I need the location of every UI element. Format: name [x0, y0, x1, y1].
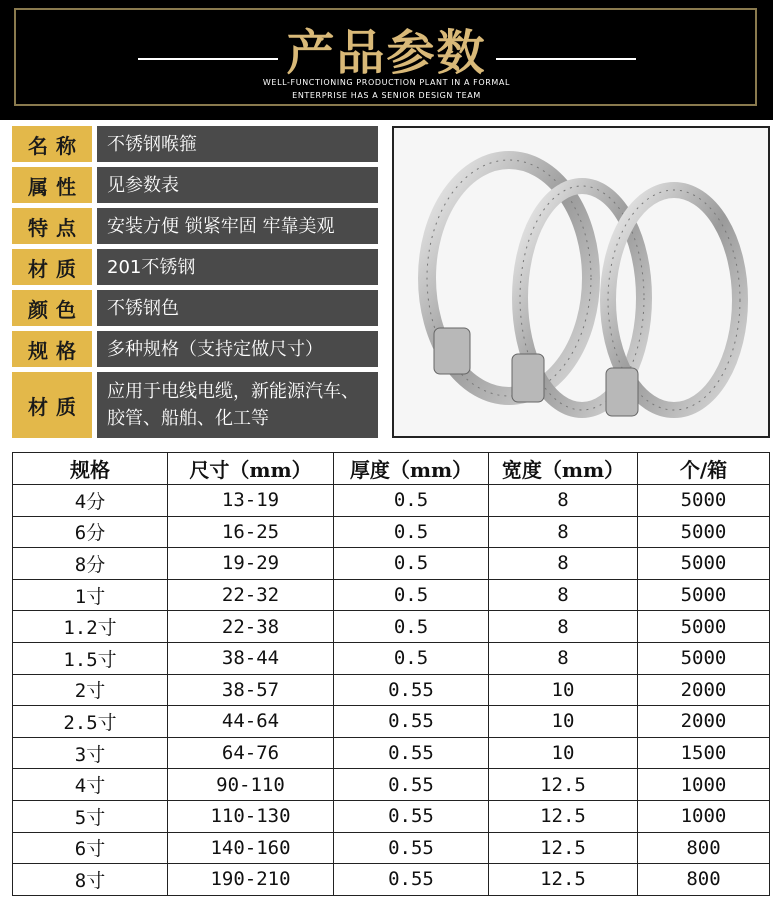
- header-banner: [0, 0, 773, 120]
- table-cell: 64-76: [168, 737, 334, 769]
- table-cell: 5000: [638, 611, 770, 643]
- table-row: [13, 485, 770, 517]
- table-cell: 2.5寸: [13, 706, 168, 738]
- table-cell: 2寸: [13, 674, 168, 706]
- table-cell: 0.5: [334, 642, 489, 674]
- table-cell: 8分: [13, 548, 168, 580]
- spec-row-features: [12, 208, 378, 244]
- table-cell: 0.5: [334, 516, 489, 548]
- spec-table: [12, 452, 770, 896]
- table-cell: 5000: [638, 579, 770, 611]
- table-cell: 0.5: [334, 611, 489, 643]
- spec-label: 材质: [12, 372, 92, 438]
- table-cell: 44-64: [168, 706, 334, 738]
- table-row: [13, 516, 770, 548]
- table-cell: 1000: [638, 800, 770, 832]
- column-header: 宽度（mm）: [489, 453, 638, 485]
- table-cell: 10: [489, 674, 638, 706]
- table-cell: 5000: [638, 642, 770, 674]
- column-header: 厚度（mm）: [334, 453, 489, 485]
- table-cell: 22-32: [168, 579, 334, 611]
- table-row: [13, 611, 770, 643]
- spec-label: 属性: [12, 167, 92, 203]
- table-cell: 6分: [13, 516, 168, 548]
- table-cell: 0.55: [334, 674, 489, 706]
- table-cell: 800: [638, 832, 770, 864]
- table-row: [13, 642, 770, 674]
- table-cell: 1寸: [13, 579, 168, 611]
- table-cell: 0.5: [334, 548, 489, 580]
- table-cell: 5000: [638, 485, 770, 517]
- subtitle-line-2: ENTERPRISE HAS A SENIOR DESIGN TEAM: [292, 91, 481, 100]
- table-row: [13, 864, 770, 896]
- table-cell: 5000: [638, 516, 770, 548]
- spec-label: 颜色: [12, 290, 92, 326]
- table-cell: 3寸: [13, 737, 168, 769]
- table-cell: 13-19: [168, 485, 334, 517]
- table-cell: 0.55: [334, 832, 489, 864]
- table-cell: 10: [489, 706, 638, 738]
- table-cell: 4寸: [13, 769, 168, 801]
- table-cell: 140-160: [168, 832, 334, 864]
- table-cell: 16-25: [168, 516, 334, 548]
- table-row: [13, 800, 770, 832]
- table-cell: 1000: [638, 769, 770, 801]
- product-photo: [392, 126, 770, 438]
- table-row: [13, 579, 770, 611]
- table-cell: 0.5: [334, 485, 489, 517]
- table-header-row: [13, 453, 770, 485]
- table-cell: 22-38: [168, 611, 334, 643]
- table-cell: 5000: [638, 548, 770, 580]
- table-cell: 38-57: [168, 674, 334, 706]
- table-row: [13, 548, 770, 580]
- table-cell: 8: [489, 516, 638, 548]
- table-cell: 0.55: [334, 769, 489, 801]
- table-cell: 8: [489, 642, 638, 674]
- table-cell: 10: [489, 737, 638, 769]
- table-cell: 6寸: [13, 832, 168, 864]
- table-cell: 110-130: [168, 800, 334, 832]
- table-row: [13, 769, 770, 801]
- column-header: 个/箱: [638, 453, 770, 485]
- table-cell: 12.5: [489, 769, 638, 801]
- spec-row-attribute: [12, 167, 378, 203]
- column-header: 规格: [13, 453, 168, 485]
- table-row: [13, 706, 770, 738]
- table-cell: 38-44: [168, 642, 334, 674]
- table-cell: 0.55: [334, 706, 489, 738]
- spec-value: 不锈钢色: [97, 290, 378, 326]
- table-cell: 8: [489, 548, 638, 580]
- table-cell: 1.5寸: [13, 642, 168, 674]
- spec-value: 201不锈钢: [97, 249, 378, 285]
- table-cell: 0.5: [334, 579, 489, 611]
- page-title: 产品参数: [286, 25, 487, 81]
- table-cell: 0.55: [334, 737, 489, 769]
- table-cell: 8: [489, 579, 638, 611]
- table-cell: 19-29: [168, 548, 334, 580]
- spec-row-size: [12, 331, 378, 367]
- spec-label: 材质: [12, 249, 92, 285]
- table-cell: 12.5: [489, 800, 638, 832]
- table-cell: 1500: [638, 737, 770, 769]
- spec-row-name: [12, 126, 378, 162]
- table-cell: 1.2寸: [13, 611, 168, 643]
- table-cell: 190-210: [168, 864, 334, 896]
- table-cell: 0.55: [334, 800, 489, 832]
- table-cell: 8: [489, 611, 638, 643]
- table-cell: 2000: [638, 674, 770, 706]
- table-cell: 8寸: [13, 864, 168, 896]
- table-cell: 800: [638, 864, 770, 896]
- spec-value: 应用于电线电缆，新能源汽车、胶管、船舶、化工等: [97, 372, 378, 438]
- spec-row-color: [12, 290, 378, 326]
- spec-label: 规格: [12, 331, 92, 367]
- spec-value: 不锈钢喉箍: [97, 126, 378, 162]
- table-cell: 2000: [638, 706, 770, 738]
- table-cell: 0.55: [334, 864, 489, 896]
- table-cell: 4分: [13, 485, 168, 517]
- table-row: [13, 832, 770, 864]
- table-cell: 12.5: [489, 864, 638, 896]
- spec-value: 安装方便 锁紧牢固 牢靠美观: [97, 208, 378, 244]
- spec-value: 见参数表: [97, 167, 378, 203]
- hose-clamp-image: [394, 128, 768, 436]
- table-cell: 5寸: [13, 800, 168, 832]
- spec-row-application: [12, 372, 378, 438]
- table-row: [13, 674, 770, 706]
- subtitle-line-1: WELL-FUNCTIONING PRODUCTION PLANT IN A FORMAL: [262, 78, 511, 87]
- table-row: [13, 737, 770, 769]
- spec-label: 名称: [12, 126, 92, 162]
- spec-label: 特点: [12, 208, 92, 244]
- table-cell: 8: [489, 485, 638, 517]
- table-cell: 12.5: [489, 832, 638, 864]
- spec-value: 多种规格（支持定做尺寸）: [97, 331, 378, 367]
- spec-row-material: [12, 249, 378, 285]
- table-cell: 90-110: [168, 769, 334, 801]
- column-header: 尺寸（mm）: [168, 453, 334, 485]
